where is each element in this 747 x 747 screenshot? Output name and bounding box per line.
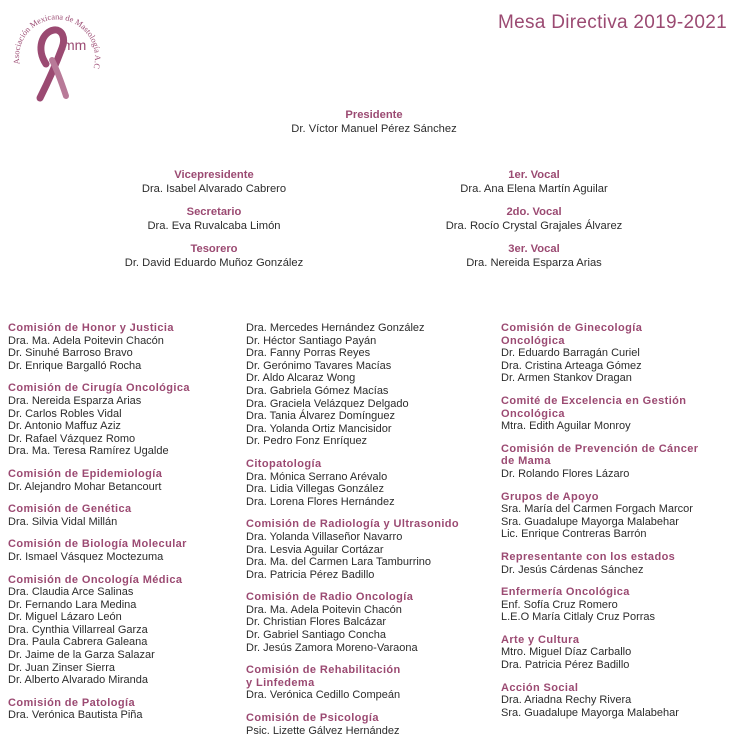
officer-name: Dra. Ana Elena Martín Aguilar: [460, 183, 608, 195]
committees-column-3: [501, 322, 743, 729]
committees-column-2: [246, 322, 496, 747]
committee-member: Dr. Gerónimo Tavares Macías: [246, 359, 392, 372]
committee-title: Acción Social: [501, 681, 579, 694]
committee-title: Comisión de Radiología y Ultrasonido: [246, 518, 460, 531]
officer-role: Secretario: [186, 206, 242, 218]
page-title: Mesa Directiva 2019-2021: [498, 12, 727, 33]
committee-member: Dra. Mónica Serrano Arévalo: [246, 470, 388, 483]
committee-member: Dr. Miguel Lázaro León: [8, 611, 122, 624]
officer-name: Dra. Isabel Alvarado Cabrero: [141, 183, 287, 195]
committee-group: [8, 503, 240, 528]
committee-member: Lic. Enrique Contreras Barrón: [501, 528, 647, 541]
committee-member: Sra. Guadalupe Mayorga Malabehar: [501, 706, 679, 719]
committee-member: Dr. Alberto Alvarado Miranda: [8, 674, 149, 687]
committee-title: Comisión de Radio Oncología: [246, 591, 414, 604]
committees-column-1: [8, 322, 240, 732]
committee-group: [246, 664, 496, 702]
committee-member: Dra. Ma. Adela Poitevin Chacón: [246, 603, 402, 616]
committee-member: Dr. Enrique Bargalló Rocha: [8, 359, 142, 372]
officer-role: 2do. Vocal: [506, 206, 562, 218]
committee-group: [501, 634, 743, 672]
committee-member: Dra. Tania Álvarez Domínguez: [246, 410, 395, 423]
committee-member: Dr. Aldo Alcaraz Wong: [246, 372, 356, 385]
committee-member: Dr. Antonio Maffuz Aziz: [8, 420, 121, 433]
committee-member: Dr. Sinuhé Barroso Bravo: [8, 347, 133, 360]
committee-title: Arte y Cultura: [501, 633, 580, 646]
committee-member: Dra. Claudia Arce Salinas: [8, 586, 134, 599]
committee-member: Enf. Sofía Cruz Romero: [501, 598, 618, 611]
committee-member: Dr. Armen Stankov Dragan: [501, 372, 632, 385]
committee-member: Dr. Rafael Vázquez Romo: [8, 432, 136, 445]
committee-member: Dra. Patricia Pérez Badillo: [501, 659, 630, 672]
committee-member: Mtro. Miguel Díaz Carballo: [501, 646, 632, 659]
committee-title: Representante con los estados: [501, 550, 676, 563]
committee-member: Mtra. Edith Aguilar Monroy: [501, 420, 631, 433]
committee-member: Dra. Verónica Bautista Piña: [8, 709, 143, 722]
committee-title: Enfermería Oncológica: [501, 586, 630, 599]
committee-member: Dra. Ma. Teresa Ramírez Ugalde: [8, 445, 169, 458]
committee-member: Dra. Silvia Vidal Millán: [8, 515, 118, 528]
association-logo: [6, 4, 106, 104]
committee-title: Comisión de Patología: [8, 696, 135, 709]
committee-group: [501, 682, 743, 720]
committee-group: [8, 697, 240, 722]
committee-member: Dr. Pedro Fonz Enríquez: [246, 435, 368, 448]
committee-title: Comisión de Prevención de Cáncer de Mama: [501, 442, 699, 468]
committee-member: Dra. Lorena Flores Hernández: [246, 495, 395, 508]
officer-name: Dra. Rocío Crystal Grajales Álvarez: [445, 220, 623, 232]
committee-title: Comisión de Epidemiología: [8, 467, 163, 480]
committee-member: Dra. Ma. Adela Poitevin Chacón: [8, 334, 164, 347]
committee-member: Sra. María del Carmen Forgach Marcor: [501, 503, 693, 516]
officer-role: Presidente: [345, 109, 403, 121]
officer-treasurer: [64, 243, 364, 270]
committee-member: Dra. Patricia Pérez Badillo: [246, 568, 375, 581]
committee-title: Comisión de Cirugía Oncológica: [8, 382, 190, 395]
officer-vicepresident: [64, 169, 364, 196]
committee-group: [501, 322, 743, 385]
committee-member: Dr. Eduardo Barragán Curiel: [501, 347, 640, 360]
officer-role: Vicepresidente: [174, 169, 254, 181]
committee-member: Dra. Yolanda Villaseñor Navarro: [246, 530, 403, 543]
committee-title: Comisión de Rehabilitación y Linfedema: [246, 664, 401, 689]
committee-member: Dr. Fernando Lara Medina: [8, 598, 137, 611]
committee-group: [8, 322, 240, 372]
committee-member: Dra. Lidia Villegas González: [246, 483, 384, 496]
officer-name: Dr. David Eduardo Muñoz González: [124, 257, 304, 269]
committee-title: Comisión de Oncología Médica: [8, 573, 183, 586]
committee-member: Dr. Héctor Santiago Payán: [246, 334, 377, 347]
officer-role: Tesorero: [190, 243, 238, 255]
committee-member: Dra. Cynthia Villarreal Garza: [8, 623, 148, 636]
committee-member: Dra. Mercedes Hernández González: [246, 322, 425, 334]
officer-vocal-3: [384, 243, 684, 270]
committee-title: Comisión de Honor y Justicia: [8, 322, 174, 334]
committee-title: Comité de Excelencia en Gestión Oncológica: [501, 394, 687, 420]
committee-group: [8, 468, 240, 493]
officer-role: 1er. Vocal: [508, 169, 560, 181]
committee-member: L.E.O María Citlaly Cruz Porras: [501, 611, 656, 624]
committee-group: [501, 491, 743, 541]
officer-name: Dra. Nereida Esparza Arias: [466, 257, 602, 269]
committee-title: Comisión de Genética: [8, 503, 132, 516]
committee-member: Dra. Verónica Cedillo Compeán: [246, 689, 401, 702]
committee-member: Dr. Juan Zinser Sierra: [8, 661, 115, 674]
committee-member: Dra. Ariadna Rechy Rivera: [501, 694, 632, 707]
committee-member: Dr. Ismael Vásquez Moctezuma: [8, 550, 164, 563]
committee-member: Dra. Paula Cabrera Galeana: [8, 636, 148, 649]
officer-name: Dr. Víctor Manuel Pérez Sánchez: [291, 123, 457, 135]
officer-role: 3er. Vocal: [508, 243, 560, 255]
committee-title: Grupos de Apoyo: [501, 490, 599, 503]
committee-group: [501, 395, 743, 433]
committee-member: Dra. Yolanda Ortiz Mancisidor: [246, 422, 392, 435]
committee-group: [501, 586, 743, 624]
committee-group: [246, 322, 496, 448]
officer-president: [224, 109, 524, 136]
committee-group: [246, 591, 496, 654]
committee-member: Dr. Jaime de la Garza Salazar: [8, 649, 155, 662]
officer-vocal-2: [384, 206, 684, 233]
committee-group: [246, 712, 496, 737]
committee-member: Dr. Alejandro Mohar Betancourt: [8, 480, 162, 493]
logo-letters: mm: [63, 37, 87, 53]
committee-member: Dra. Fanny Porras Reyes: [246, 347, 371, 360]
committee-member: Dra. Nereida Esparza Arias: [8, 394, 142, 407]
officer-vocal-1: [384, 169, 684, 196]
committee-group: [8, 382, 240, 458]
committee-member: Dr. Rolando Flores Lázaro: [501, 467, 630, 480]
committee-member: Dr. Jesús Cárdenas Sánchez: [501, 563, 644, 576]
committee-member: Dra. Ma. del Carmen Lara Tamburrino: [246, 556, 432, 569]
committee-member: Dra. Graciela Velázquez Delgado: [246, 397, 409, 410]
committee-title: Comisión de Psicología: [246, 712, 379, 725]
logo-org-name: Asociación Mexicana de Mastología A.C: [11, 12, 103, 70]
committee-group: [246, 518, 496, 581]
committee-group: [8, 574, 240, 687]
committee-member: Psic. Lizette Gálvez Hernández: [246, 724, 400, 737]
committee-member: Dra. Lesvia Aguilar Cortázar: [246, 543, 384, 556]
committee-member: Dr. Christian Flores Balcázar: [246, 616, 386, 629]
committee-group: [501, 443, 743, 481]
committee-member: Dra. Gabriela Gómez Macías: [246, 384, 389, 397]
committee-title: Comisión de Ginecología Oncológica: [501, 322, 643, 347]
committee-title: Citopatología: [246, 457, 322, 470]
committee-group: [501, 551, 743, 576]
officer-secretary: [64, 206, 364, 233]
committee-title: Comisión de Biología Molecular: [8, 538, 187, 551]
committee-group: [8, 538, 240, 563]
committee-member: Dr. Jesús Zamora Moreno-Varaona: [246, 641, 418, 654]
committee-member: Dra. Cristina Arteaga Gómez: [501, 359, 642, 372]
committee-member: Sra. Guadalupe Mayorga Malabehar: [501, 515, 679, 528]
officer-name: Dra. Eva Ruvalcaba Limón: [147, 220, 281, 232]
committee-group: [246, 458, 496, 508]
committee-member: Dr. Gabriel Santiago Concha: [246, 629, 387, 642]
committee-member: Dr. Carlos Robles Vidal: [8, 407, 122, 420]
